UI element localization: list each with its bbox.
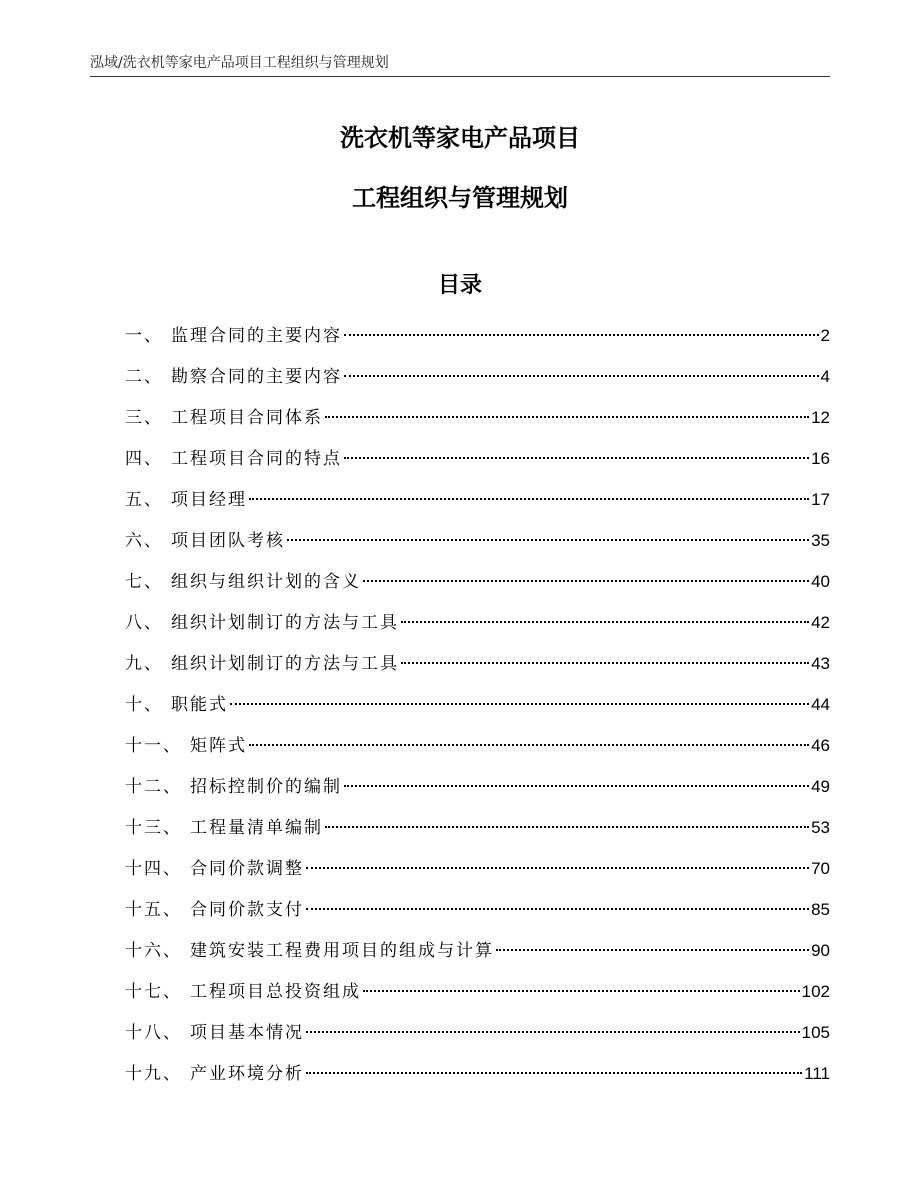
- toc-entry-page: 49: [811, 777, 830, 796]
- toc-entry-number: 六、: [125, 531, 163, 551]
- toc-entry-label: 项目基本情况: [190, 1023, 304, 1043]
- toc-entry-page: 4: [820, 367, 830, 386]
- toc-leader-dots: [249, 744, 809, 746]
- toc-leader-dots: [306, 1072, 802, 1074]
- toc-entry-page: 12: [811, 408, 830, 427]
- toc-entry[interactable]: [125, 734, 830, 775]
- toc-entry[interactable]: [125, 775, 830, 816]
- toc-entry-number: 二、: [125, 367, 163, 387]
- toc-entry[interactable]: [125, 939, 830, 980]
- toc-entry-page: 85: [811, 900, 830, 919]
- document-title-line2: 工程组织与管理规划: [352, 184, 568, 212]
- toc-entry-page: 42: [811, 613, 830, 632]
- toc-entry-page: 40: [811, 572, 830, 591]
- toc-entry-number: 十、: [125, 695, 163, 715]
- toc-entry-label: 项目经理: [171, 490, 247, 510]
- toc-entry[interactable]: [125, 529, 830, 570]
- toc-entry-number: 九、: [125, 654, 163, 674]
- toc-entry[interactable]: [125, 570, 830, 611]
- toc-entry-page: 46: [811, 736, 830, 755]
- toc-entry-label: 合同价款调整: [190, 859, 304, 879]
- toc-entry-label: 组织计划制订的方法与工具: [171, 654, 399, 674]
- toc-entry-page: 16: [811, 449, 830, 468]
- toc-entry-page: 35: [811, 531, 830, 550]
- toc-entry[interactable]: [125, 1062, 830, 1103]
- toc-entry-page: 102: [801, 982, 830, 1001]
- toc-entry-page: 90: [811, 941, 830, 960]
- toc-leader-dots: [325, 826, 809, 828]
- toc-leader-dots: [344, 785, 809, 787]
- toc-heading: 目录: [437, 273, 482, 298]
- toc-entry-number: 三、: [125, 408, 163, 428]
- toc-leader-dots: [401, 621, 809, 623]
- toc-entry-number: 十七、: [125, 982, 182, 1002]
- toc-entry-page: 53: [811, 818, 830, 837]
- toc-leader-dots: [363, 580, 809, 582]
- toc-entry-label: 勘察合同的主要内容: [171, 367, 342, 387]
- toc-entry-label: 职能式: [171, 695, 228, 715]
- toc-entry-label: 项目团队考核: [171, 531, 285, 551]
- toc-entry-number: 七、: [125, 572, 163, 592]
- toc-leader-dots: [306, 1031, 800, 1033]
- toc-leader-dots: [325, 416, 809, 418]
- toc-entry[interactable]: [125, 693, 830, 734]
- toc-entry-label: 监理合同的主要内容: [171, 326, 342, 346]
- toc-entry[interactable]: [125, 365, 830, 406]
- toc-leader-dots: [249, 498, 809, 500]
- toc-entry[interactable]: [125, 406, 830, 447]
- toc-entry-label: 工程项目合同的特点: [171, 449, 342, 469]
- toc-entry[interactable]: [125, 980, 830, 1021]
- toc-entry-label: 招标控制价的编制: [190, 777, 342, 797]
- toc-entry[interactable]: [125, 611, 830, 652]
- toc-entry[interactable]: [125, 1021, 830, 1062]
- toc-entry-number: 十八、: [125, 1023, 182, 1043]
- toc-entry-label: 产业环境分析: [190, 1064, 304, 1084]
- toc-entry-number: 五、: [125, 490, 163, 510]
- toc-leader-dots: [363, 990, 800, 992]
- toc-entry-page: 43: [811, 654, 830, 673]
- toc-entry-number: 十一、: [125, 736, 182, 756]
- toc-entry-number: 十五、: [125, 900, 182, 920]
- toc-entry-number: 十三、: [125, 818, 182, 838]
- toc-leader-dots: [306, 908, 809, 910]
- toc-entry[interactable]: [125, 816, 830, 857]
- toc-entry[interactable]: [125, 488, 830, 529]
- toc-entry-number: 八、: [125, 613, 163, 633]
- toc-entry[interactable]: [125, 857, 830, 898]
- toc-entry-page: 70: [811, 859, 830, 878]
- toc-entry-page: 105: [801, 1023, 830, 1042]
- toc-entry-label: 合同价款支付: [190, 900, 304, 920]
- toc-leader-dots: [401, 662, 809, 664]
- running-header: [90, 54, 830, 77]
- toc-entry-page: 17: [811, 490, 830, 509]
- running-header-text: 泓域/洗衣机等家电产品项目工程组织与管理规划: [90, 55, 389, 71]
- toc-entry-label: 矩阵式: [190, 736, 247, 756]
- document-title-line1: 洗衣机等家电产品项目: [340, 124, 580, 152]
- toc-leader-dots: [306, 867, 809, 869]
- toc-entry[interactable]: [125, 447, 830, 488]
- toc-entry-label: 工程量清单编制: [190, 818, 323, 838]
- toc-leader-dots: [496, 949, 809, 951]
- toc-entry[interactable]: [125, 324, 830, 365]
- toc-entry-page: 2: [820, 326, 830, 345]
- toc-entry-label: 工程项目总投资组成: [190, 982, 361, 1002]
- toc-entry-label: 组织与组织计划的含义: [171, 572, 361, 592]
- toc-entry[interactable]: [125, 898, 830, 939]
- toc-entry-number: 一、: [125, 326, 163, 346]
- toc-entry-number: 十九、: [125, 1064, 182, 1084]
- toc-leader-dots: [344, 375, 819, 377]
- toc-leader-dots: [287, 539, 809, 541]
- toc-entry-number: 十二、: [125, 777, 182, 797]
- toc-entry-number: 四、: [125, 449, 163, 469]
- toc-leader-dots: [230, 703, 809, 705]
- toc-entry-number: 十四、: [125, 859, 182, 879]
- toc-entry-page: 111: [804, 1064, 830, 1083]
- toc-entry-label: 建筑安装工程费用项目的组成与计算: [190, 941, 494, 961]
- toc-entry-number: 十六、: [125, 941, 182, 961]
- toc-entry[interactable]: [125, 652, 830, 693]
- table-of-contents: [125, 324, 830, 1103]
- toc-leader-dots: [344, 334, 819, 336]
- toc-entry-label: 工程项目合同体系: [171, 408, 323, 428]
- toc-entry-label: 组织计划制订的方法与工具: [171, 613, 399, 633]
- toc-leader-dots: [344, 457, 809, 459]
- toc-entry-page: 44: [811, 695, 830, 714]
